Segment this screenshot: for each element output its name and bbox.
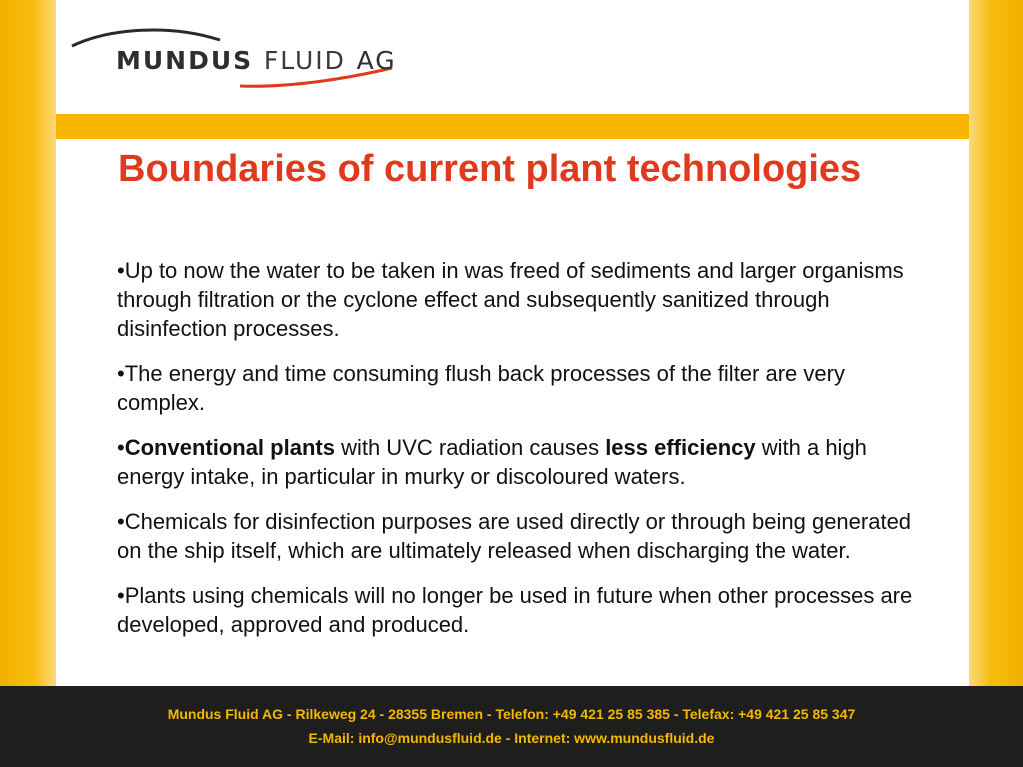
bullet-item bbox=[117, 507, 929, 565]
slide-title: Boundaries of current plant technologies bbox=[118, 148, 862, 190]
bullet-text: Chemicals for disinfection purposes are used directly or through being generated on the ship itself, which are ultimately released when discharging the water. bbox=[117, 509, 912, 563]
bullet-bold-text: less efficiency bbox=[605, 435, 756, 460]
logo-word-fluid: FLUID bbox=[263, 46, 346, 75]
bullet-marker: • bbox=[117, 583, 125, 608]
bullet-bold-text: Conventional plants bbox=[124, 435, 335, 460]
header-stripe bbox=[56, 114, 969, 139]
bullet-item bbox=[117, 581, 929, 639]
left-border bbox=[0, 0, 56, 686]
bullet-text: with a high energy intake, in particular in murky or discoloured waters. bbox=[117, 435, 867, 489]
footer-bar bbox=[0, 686, 1023, 767]
logo-word-ag: AG bbox=[356, 46, 397, 75]
bullet-marker: • bbox=[117, 361, 125, 386]
bullet-item bbox=[117, 359, 929, 417]
bullet-text: Plants using chemicals will no longer be used in future when other processes are developed, approved and produced. bbox=[117, 583, 913, 637]
logo-wordmark bbox=[116, 46, 397, 75]
bullet-item bbox=[117, 433, 929, 491]
bullet-text: with UVC radiation causes bbox=[334, 435, 606, 460]
bullet-marker: • bbox=[117, 435, 125, 460]
bullet-marker: • bbox=[117, 509, 125, 534]
footer-contact: E-Mail: info@mundusfluid.de - Internet: www.mundusfluid.de bbox=[308, 730, 715, 746]
footer-address: Mundus Fluid AG - Rilkeweg 24 - 28355 Bremen - Telefon: +49 421 25 85 385 - Telefax: +49 421 25 85 347 bbox=[167, 706, 856, 722]
company-logo bbox=[70, 24, 400, 94]
bullet-text: Up to now the water to be taken in was freed of sediments and larger organisms through filtration or the cyclone effect and subsequently sanitized through disinfection processes. bbox=[117, 258, 904, 341]
bullet-list bbox=[117, 256, 929, 655]
bullet-item bbox=[117, 256, 929, 343]
bullet-marker: • bbox=[117, 258, 125, 283]
bullet-text: The energy and time consuming flush back processes of the filter are very complex. bbox=[117, 361, 845, 415]
right-border bbox=[969, 0, 1023, 686]
logo-word-mundus: MUNDUS bbox=[116, 46, 254, 75]
